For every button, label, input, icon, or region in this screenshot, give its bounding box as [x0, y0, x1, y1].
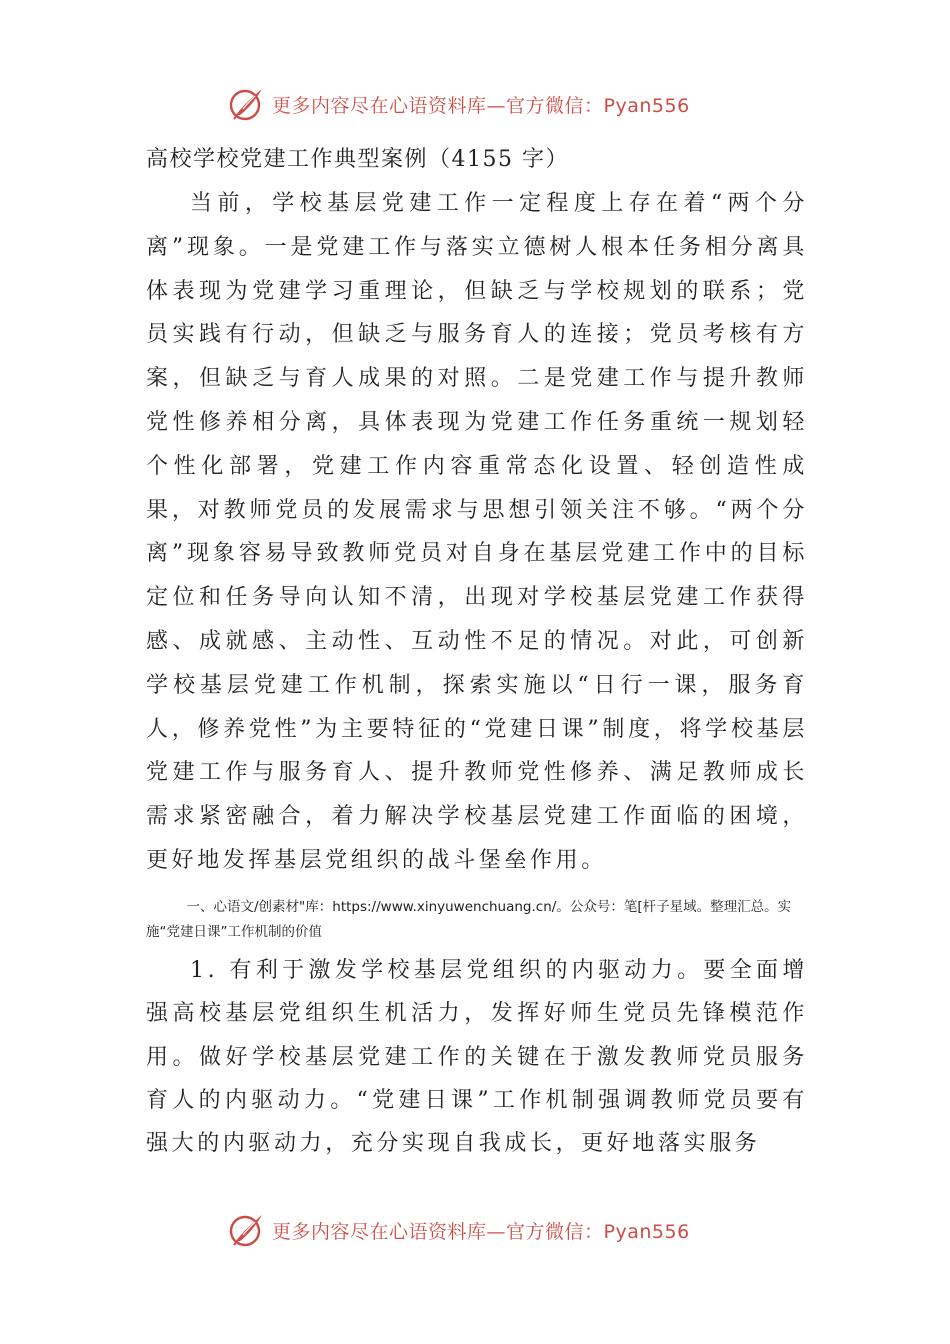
- document-body: [146, 138, 808, 1166]
- watermark-banner-bottom: [228, 1210, 748, 1250]
- pen-quill-logo-icon: [228, 1211, 266, 1249]
- paragraph-intro: 当前，学校基层党建工作一定程度上存在着“两个分离”现象。一是党建工作与落实立德树人根本任务相分离具体表现为党建学习重理论，但缺乏与学校规划的联系；党员实践有行动，但缺乏与服务育人的连接；党员考核有方案，但缺乏与育人成果的对照。二是党建工作与提升教师党性修养相分离，具体表现为党建工作任务重统一规划轻个性化部署，党建工作内容重常态化设置、轻创造性成果，对教师党员的发展需求与思想引领关注不够。“两个分离”现象容易导致教师党员对自身在基层党建工作中的目标定位和任务导向认知不清，出现对学校基层党建工作获得感、成就感、主动性、互动性不足的情况。对此，可创新学校基层党建工作机制，探索实施以“日行一课，服务育人，修养党性”为主要特征的“党建日课”制度，将学校基层党建工作与服务育人、提升教师党性修养、满足教师成长需求紧密融合，着力解决学校基层党建工作面临的困境，更好地发挥基层党组织的战斗堡垒作用。: [146, 191, 808, 873]
- paragraph-section-1: 1. 有利于激发学校基层党组织的内驱动力。要全面增强高校基层党组织生机活力，发挥好师生党员先锋模范作用。做好学校基层党建工作的关键在于激发教师党员服务育人的内驱动力。“党建日课”工作机制强调教师党员要有强大的内驱动力，充分实现自我成长，更好地落实服务: [146, 957, 808, 1157]
- watermark-text: 更多内容尽在心语资料库—官方微信：Pyan556: [272, 94, 690, 117]
- watermark-text: 更多内容尽在心语资料库—官方微信：Pyan556: [272, 1220, 690, 1243]
- watermark-handle: Pyan556: [603, 94, 690, 117]
- pen-quill-logo-icon: [228, 85, 266, 123]
- section-heading-note: 一、心语文/创素材"库：https://www.xinyuwenchuang.cn/。公众号：笔[杆子星域。整理汇总。实施“党建日课”工作机制的价值: [146, 898, 792, 940]
- watermark-banner-top: [228, 84, 748, 124]
- watermark-handle: Pyan556: [603, 1220, 690, 1243]
- document-title: 高校学校党建工作典型案例（4155 字）: [146, 147, 569, 172]
